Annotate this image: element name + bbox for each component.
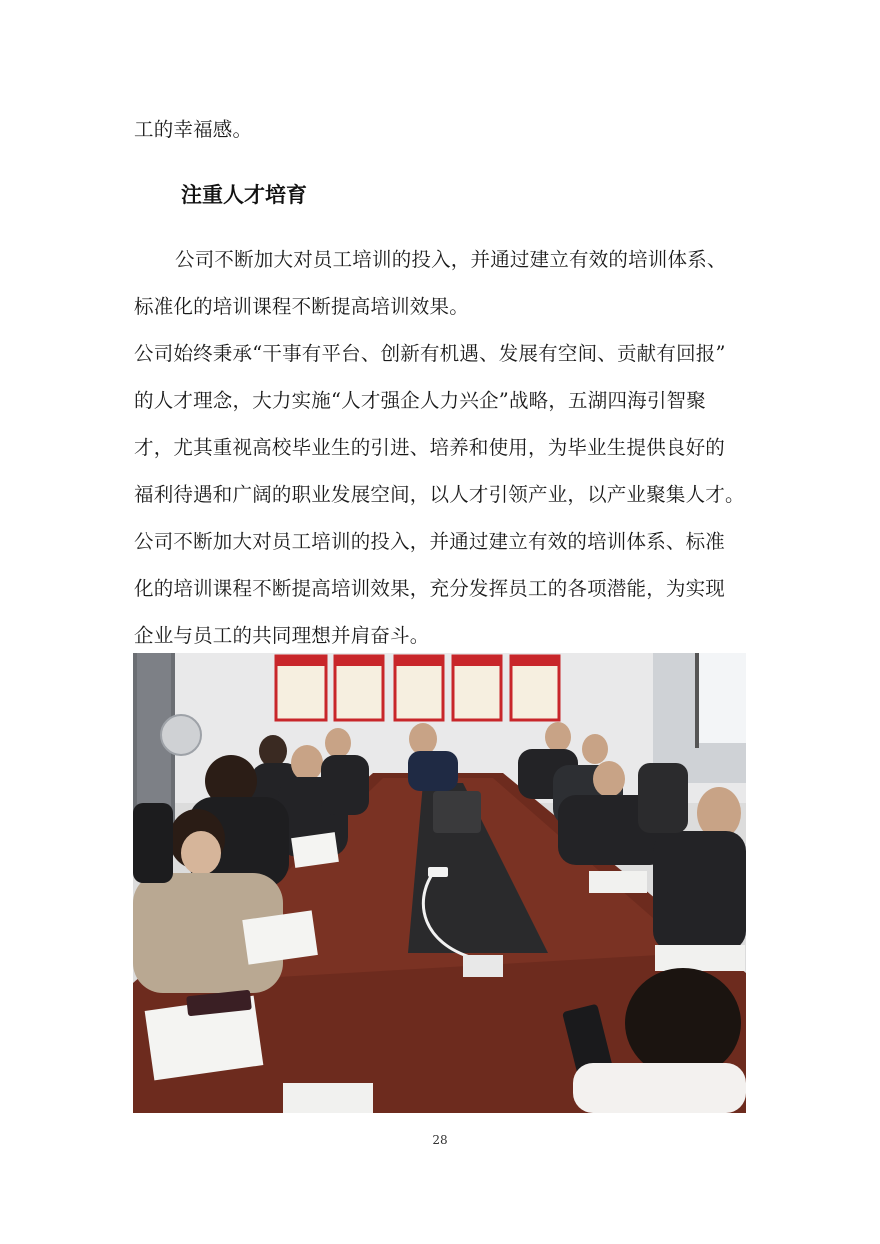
wall-poster (453, 656, 501, 720)
meeting-photo (133, 653, 746, 1113)
paragraph-line: 才，尤其重视高校毕业生的引进、培养和使用，为毕业生提供良好的 (134, 436, 726, 459)
paragraph-line: 工的幸福感。 (134, 118, 253, 141)
paragraph-line: 企业与员工的共同理想并肩奋斗。 (134, 624, 430, 647)
paragraph-line: 公司不断加大对员工培训的投入，并通过建立有效的培训体系、标准 (134, 530, 726, 553)
section-heading: 注重人才培育 (181, 183, 307, 207)
wall-poster (335, 656, 383, 720)
paragraph-line: 公司始终秉承“干事有平台、创新有机遇、发展有空间、贡献有回报” (134, 342, 726, 365)
paragraph-line: 福利待遇和广阔的职业发展空间，以人才引领产业，以产业聚集人才。 (134, 483, 745, 506)
paragraph-line: 标准化的培训课程不断提高培训效果。 (134, 295, 469, 318)
wall-poster (511, 656, 559, 720)
paragraph-line: 化的培训课程不断提高培训效果，充分发挥员工的各项潜能，为实现 (134, 577, 726, 600)
paragraph-line: 的人才理念，大力实施“人才强企人力兴企”战略，五湖四海引智聚 (134, 389, 706, 412)
wall-poster (276, 656, 326, 720)
wall-poster (395, 656, 443, 720)
paragraph-line: 公司不断加大对员工培训的投入，并通过建立有效的培训体系、 (175, 248, 727, 271)
page-number: 28 (432, 1133, 448, 1147)
